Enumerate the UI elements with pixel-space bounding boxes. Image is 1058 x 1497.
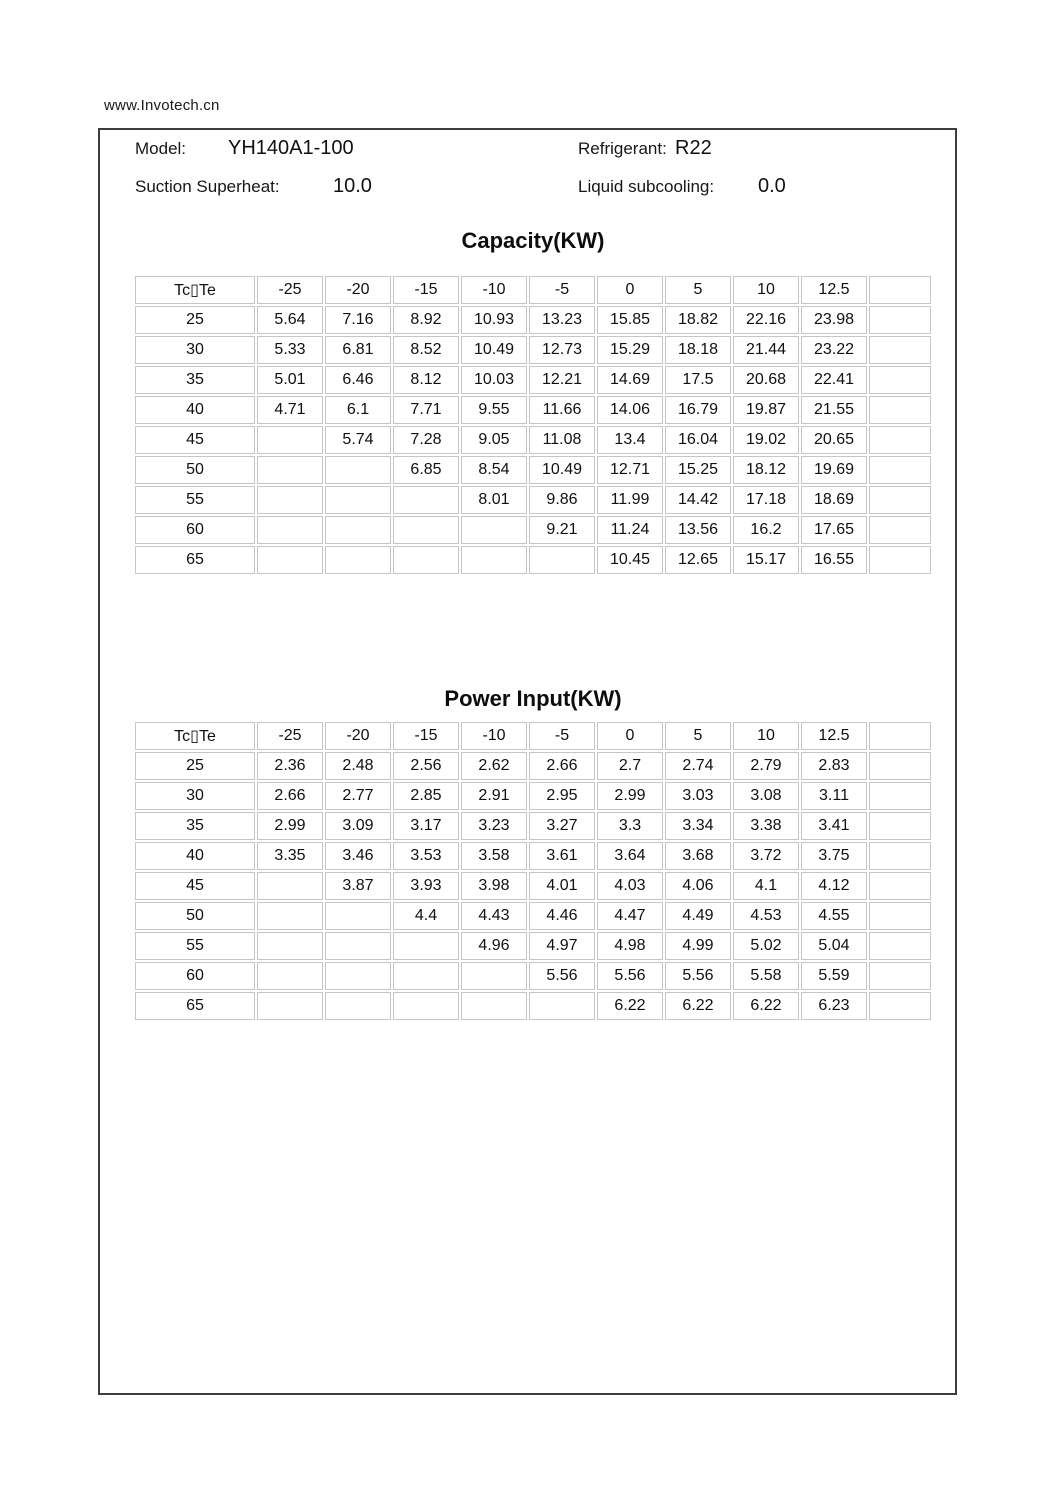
value-cell: 4.99 xyxy=(665,932,731,960)
value-cell: 5.56 xyxy=(529,962,595,990)
value-cell xyxy=(529,992,595,1020)
value-cell xyxy=(529,546,595,574)
value-cell: 11.08 xyxy=(529,426,595,454)
value-cell: 13.23 xyxy=(529,306,595,334)
value-cell: 14.42 xyxy=(665,486,731,514)
table-row xyxy=(135,306,931,334)
row-header-cell: 35 xyxy=(135,812,255,840)
table-row xyxy=(135,962,931,990)
value-cell: 4.47 xyxy=(597,902,663,930)
value-cell xyxy=(393,546,459,574)
value-cell: 16.2 xyxy=(733,516,799,544)
value-cell: 6.81 xyxy=(325,336,391,364)
value-cell xyxy=(325,456,391,484)
column-header-cell: -15 xyxy=(393,722,459,750)
row-header-cell: 40 xyxy=(135,842,255,870)
value-cell: 4.03 xyxy=(597,872,663,900)
table-row xyxy=(135,546,931,574)
value-cell: 5.58 xyxy=(733,962,799,990)
value-cell: 22.16 xyxy=(733,306,799,334)
column-header-cell: 10 xyxy=(733,276,799,304)
value-cell: 8.52 xyxy=(393,336,459,364)
value-cell xyxy=(869,456,931,484)
value-cell: 2.66 xyxy=(257,782,323,810)
value-cell: 9.86 xyxy=(529,486,595,514)
value-cell: 5.01 xyxy=(257,366,323,394)
value-cell: 9.55 xyxy=(461,396,527,424)
value-cell: 3.68 xyxy=(665,842,731,870)
value-cell: 3.35 xyxy=(257,842,323,870)
value-cell: 17.5 xyxy=(665,366,731,394)
value-cell: 2.48 xyxy=(325,752,391,780)
value-cell xyxy=(257,932,323,960)
value-cell: 2.7 xyxy=(597,752,663,780)
value-cell xyxy=(325,486,391,514)
value-cell: 6.22 xyxy=(733,992,799,1020)
value-cell: 3.53 xyxy=(393,842,459,870)
column-header-cell: -25 xyxy=(257,276,323,304)
value-cell: 2.36 xyxy=(257,752,323,780)
capacity-table xyxy=(133,274,933,576)
value-cell: 19.02 xyxy=(733,426,799,454)
value-cell xyxy=(393,992,459,1020)
column-header-cell: 12.5 xyxy=(801,722,867,750)
table-row xyxy=(135,486,931,514)
table-row xyxy=(135,782,931,810)
column-header-cell: 5 xyxy=(665,722,731,750)
value-cell: 11.66 xyxy=(529,396,595,424)
value-cell: 9.05 xyxy=(461,426,527,454)
value-cell xyxy=(325,902,391,930)
value-cell xyxy=(257,516,323,544)
model-value: YH140A1-100 xyxy=(228,137,354,159)
value-cell: 3.38 xyxy=(733,812,799,840)
value-cell: 23.98 xyxy=(801,306,867,334)
value-cell: 3.93 xyxy=(393,872,459,900)
value-cell xyxy=(257,546,323,574)
value-cell: 3.61 xyxy=(529,842,595,870)
power-input-table xyxy=(133,720,933,1022)
value-cell: 4.71 xyxy=(257,396,323,424)
value-cell: 7.71 xyxy=(393,396,459,424)
row-header-cell: 60 xyxy=(135,516,255,544)
value-cell: 4.12 xyxy=(801,872,867,900)
table-row xyxy=(135,396,931,424)
value-cell xyxy=(393,486,459,514)
value-cell: 4.43 xyxy=(461,902,527,930)
suction-superheat-label: Suction Superheat: xyxy=(135,177,280,196)
row-header-cell: 25 xyxy=(135,306,255,334)
value-cell xyxy=(257,872,323,900)
value-cell: 2.83 xyxy=(801,752,867,780)
value-cell xyxy=(393,962,459,990)
value-cell: 2.99 xyxy=(597,782,663,810)
value-cell: 6.22 xyxy=(597,992,663,1020)
value-cell: 13.56 xyxy=(665,516,731,544)
corner-header-cell: Tc▯Te xyxy=(135,722,255,750)
value-cell: 6.22 xyxy=(665,992,731,1020)
value-cell: 7.28 xyxy=(393,426,459,454)
row-header-cell: 30 xyxy=(135,336,255,364)
value-cell xyxy=(869,992,931,1020)
column-header-cell: 0 xyxy=(597,276,663,304)
value-cell xyxy=(869,336,931,364)
row-header-cell: 35 xyxy=(135,366,255,394)
value-cell: 5.02 xyxy=(733,932,799,960)
refrigerant-label: Refrigerant: xyxy=(578,139,667,158)
value-cell: 11.99 xyxy=(597,486,663,514)
value-cell xyxy=(325,546,391,574)
value-cell: 10.45 xyxy=(597,546,663,574)
value-cell xyxy=(869,752,931,780)
value-cell: 3.27 xyxy=(529,812,595,840)
value-cell: 12.73 xyxy=(529,336,595,364)
value-cell: 8.92 xyxy=(393,306,459,334)
model-label: Model: xyxy=(135,139,187,158)
value-cell: 5.74 xyxy=(325,426,391,454)
value-cell: 15.25 xyxy=(665,456,731,484)
column-header-cell: -10 xyxy=(461,722,527,750)
value-cell xyxy=(257,426,323,454)
column-header-cell xyxy=(869,722,931,750)
row-header-cell: 40 xyxy=(135,396,255,424)
column-header-cell: 12.5 xyxy=(801,276,867,304)
value-cell: 18.18 xyxy=(665,336,731,364)
value-cell: 6.46 xyxy=(325,366,391,394)
liquid-subcooling-value: 0.0 xyxy=(758,175,786,197)
value-cell: 15.85 xyxy=(597,306,663,334)
row-header-cell: 55 xyxy=(135,932,255,960)
value-cell xyxy=(869,426,931,454)
value-cell: 16.04 xyxy=(665,426,731,454)
value-cell: 3.34 xyxy=(665,812,731,840)
header-line-2 xyxy=(100,172,955,200)
value-cell: 15.29 xyxy=(597,336,663,364)
value-cell: 16.79 xyxy=(665,396,731,424)
value-cell: 17.65 xyxy=(801,516,867,544)
value-cell xyxy=(869,396,931,424)
value-cell xyxy=(869,516,931,544)
value-cell: 17.18 xyxy=(733,486,799,514)
value-cell: 5.56 xyxy=(597,962,663,990)
value-cell xyxy=(461,962,527,990)
table-row xyxy=(135,456,931,484)
value-cell: 4.46 xyxy=(529,902,595,930)
document-border xyxy=(98,128,957,1395)
value-cell: 5.64 xyxy=(257,306,323,334)
value-cell: 4.01 xyxy=(529,872,595,900)
site-url: www.Invotech.cn xyxy=(104,97,220,114)
value-cell: 3.64 xyxy=(597,842,663,870)
value-cell: 2.56 xyxy=(393,752,459,780)
value-cell: 20.65 xyxy=(801,426,867,454)
value-cell xyxy=(869,812,931,840)
value-cell: 3.98 xyxy=(461,872,527,900)
value-cell xyxy=(869,902,931,930)
table-row xyxy=(135,336,931,364)
value-cell: 4.98 xyxy=(597,932,663,960)
value-cell xyxy=(869,546,931,574)
table-row xyxy=(135,426,931,454)
row-header-cell: 50 xyxy=(135,902,255,930)
value-cell: 2.62 xyxy=(461,752,527,780)
value-cell: 9.21 xyxy=(529,516,595,544)
value-cell: 6.85 xyxy=(393,456,459,484)
value-cell: 2.79 xyxy=(733,752,799,780)
value-cell xyxy=(461,992,527,1020)
value-cell: 8.12 xyxy=(393,366,459,394)
value-cell: 18.82 xyxy=(665,306,731,334)
value-cell: 4.97 xyxy=(529,932,595,960)
liquid-subcooling-label: Liquid subcooling: xyxy=(578,177,715,196)
column-header-cell: 0 xyxy=(597,722,663,750)
value-cell xyxy=(257,486,323,514)
value-cell: 21.55 xyxy=(801,396,867,424)
value-cell: 4.55 xyxy=(801,902,867,930)
corner-header-cell: Tc▯Te xyxy=(135,276,255,304)
column-header-cell: -20 xyxy=(325,276,391,304)
power-input-header-row xyxy=(135,722,931,750)
row-header-cell: 60 xyxy=(135,962,255,990)
value-cell xyxy=(257,962,323,990)
value-cell xyxy=(325,992,391,1020)
table-row xyxy=(135,842,931,870)
column-header-cell: -20 xyxy=(325,722,391,750)
value-cell: 2.74 xyxy=(665,752,731,780)
value-cell: 19.69 xyxy=(801,456,867,484)
column-header-cell: -5 xyxy=(529,722,595,750)
value-cell: 3.75 xyxy=(801,842,867,870)
value-cell: 12.65 xyxy=(665,546,731,574)
value-cell: 3.09 xyxy=(325,812,391,840)
value-cell: 10.93 xyxy=(461,306,527,334)
value-cell xyxy=(461,546,527,574)
value-cell: 20.68 xyxy=(733,366,799,394)
table-row xyxy=(135,516,931,544)
value-cell xyxy=(257,902,323,930)
column-header-cell: 5 xyxy=(665,276,731,304)
value-cell: 4.06 xyxy=(665,872,731,900)
value-cell: 8.01 xyxy=(461,486,527,514)
suction-superheat-value: 10.0 xyxy=(333,175,372,197)
value-cell: 3.41 xyxy=(801,812,867,840)
value-cell xyxy=(869,486,931,514)
value-cell: 5.59 xyxy=(801,962,867,990)
value-cell: 10.49 xyxy=(529,456,595,484)
value-cell: 3.72 xyxy=(733,842,799,870)
value-cell: 5.33 xyxy=(257,336,323,364)
value-cell: 4.1 xyxy=(733,872,799,900)
value-cell: 5.04 xyxy=(801,932,867,960)
table-row xyxy=(135,932,931,960)
column-header-cell xyxy=(869,276,931,304)
value-cell: 18.69 xyxy=(801,486,867,514)
value-cell: 14.69 xyxy=(597,366,663,394)
row-header-cell: 50 xyxy=(135,456,255,484)
value-cell xyxy=(257,456,323,484)
table-row xyxy=(135,366,931,394)
power-input-table-title: Power Input(KW) xyxy=(444,686,622,711)
value-cell: 2.95 xyxy=(529,782,595,810)
value-cell: 4.4 xyxy=(393,902,459,930)
value-cell xyxy=(325,932,391,960)
table-row xyxy=(135,902,931,930)
value-cell: 3.17 xyxy=(393,812,459,840)
value-cell xyxy=(325,516,391,544)
column-header-cell: -10 xyxy=(461,276,527,304)
value-cell: 3.11 xyxy=(801,782,867,810)
row-header-cell: 45 xyxy=(135,426,255,454)
row-header-cell: 45 xyxy=(135,872,255,900)
row-header-cell: 55 xyxy=(135,486,255,514)
value-cell: 23.22 xyxy=(801,336,867,364)
value-cell: 22.41 xyxy=(801,366,867,394)
value-cell xyxy=(257,992,323,1020)
value-cell xyxy=(869,366,931,394)
table-row xyxy=(135,872,931,900)
value-cell: 6.23 xyxy=(801,992,867,1020)
value-cell: 3.3 xyxy=(597,812,663,840)
column-header-cell: -5 xyxy=(529,276,595,304)
value-cell: 15.17 xyxy=(733,546,799,574)
value-cell: 12.71 xyxy=(597,456,663,484)
value-cell: 6.1 xyxy=(325,396,391,424)
value-cell xyxy=(393,516,459,544)
value-cell: 10.03 xyxy=(461,366,527,394)
value-cell: 8.54 xyxy=(461,456,527,484)
column-header-cell: -25 xyxy=(257,722,323,750)
capacity-table-title: Capacity(KW) xyxy=(461,228,605,253)
table-row xyxy=(135,992,931,1020)
row-header-cell: 65 xyxy=(135,546,255,574)
table-row xyxy=(135,812,931,840)
value-cell: 10.49 xyxy=(461,336,527,364)
value-cell: 14.06 xyxy=(597,396,663,424)
value-cell: 5.56 xyxy=(665,962,731,990)
value-cell xyxy=(869,962,931,990)
value-cell: 4.53 xyxy=(733,902,799,930)
value-cell: 3.58 xyxy=(461,842,527,870)
value-cell xyxy=(869,872,931,900)
value-cell: 2.66 xyxy=(529,752,595,780)
value-cell: 2.99 xyxy=(257,812,323,840)
value-cell xyxy=(869,306,931,334)
value-cell: 18.12 xyxy=(733,456,799,484)
value-cell: 13.4 xyxy=(597,426,663,454)
column-header-cell: 10 xyxy=(733,722,799,750)
value-cell: 4.96 xyxy=(461,932,527,960)
table-row xyxy=(135,752,931,780)
value-cell xyxy=(325,962,391,990)
value-cell xyxy=(869,932,931,960)
value-cell: 2.77 xyxy=(325,782,391,810)
value-cell xyxy=(869,782,931,810)
value-cell: 3.46 xyxy=(325,842,391,870)
refrigerant-value: R22 xyxy=(675,137,712,159)
row-header-cell: 65 xyxy=(135,992,255,1020)
value-cell: 2.85 xyxy=(393,782,459,810)
value-cell: 4.49 xyxy=(665,902,731,930)
value-cell: 3.87 xyxy=(325,872,391,900)
value-cell xyxy=(869,842,931,870)
value-cell: 3.08 xyxy=(733,782,799,810)
row-header-cell: 25 xyxy=(135,752,255,780)
row-header-cell: 30 xyxy=(135,782,255,810)
value-cell: 3.03 xyxy=(665,782,731,810)
value-cell: 21.44 xyxy=(733,336,799,364)
value-cell: 16.55 xyxy=(801,546,867,574)
value-cell: 3.23 xyxy=(461,812,527,840)
header-line-1 xyxy=(100,134,955,162)
capacity-header-row xyxy=(135,276,931,304)
column-header-cell: -15 xyxy=(393,276,459,304)
value-cell: 7.16 xyxy=(325,306,391,334)
value-cell xyxy=(393,932,459,960)
value-cell: 2.91 xyxy=(461,782,527,810)
value-cell: 12.21 xyxy=(529,366,595,394)
value-cell: 11.24 xyxy=(597,516,663,544)
value-cell: 19.87 xyxy=(733,396,799,424)
value-cell xyxy=(461,516,527,544)
